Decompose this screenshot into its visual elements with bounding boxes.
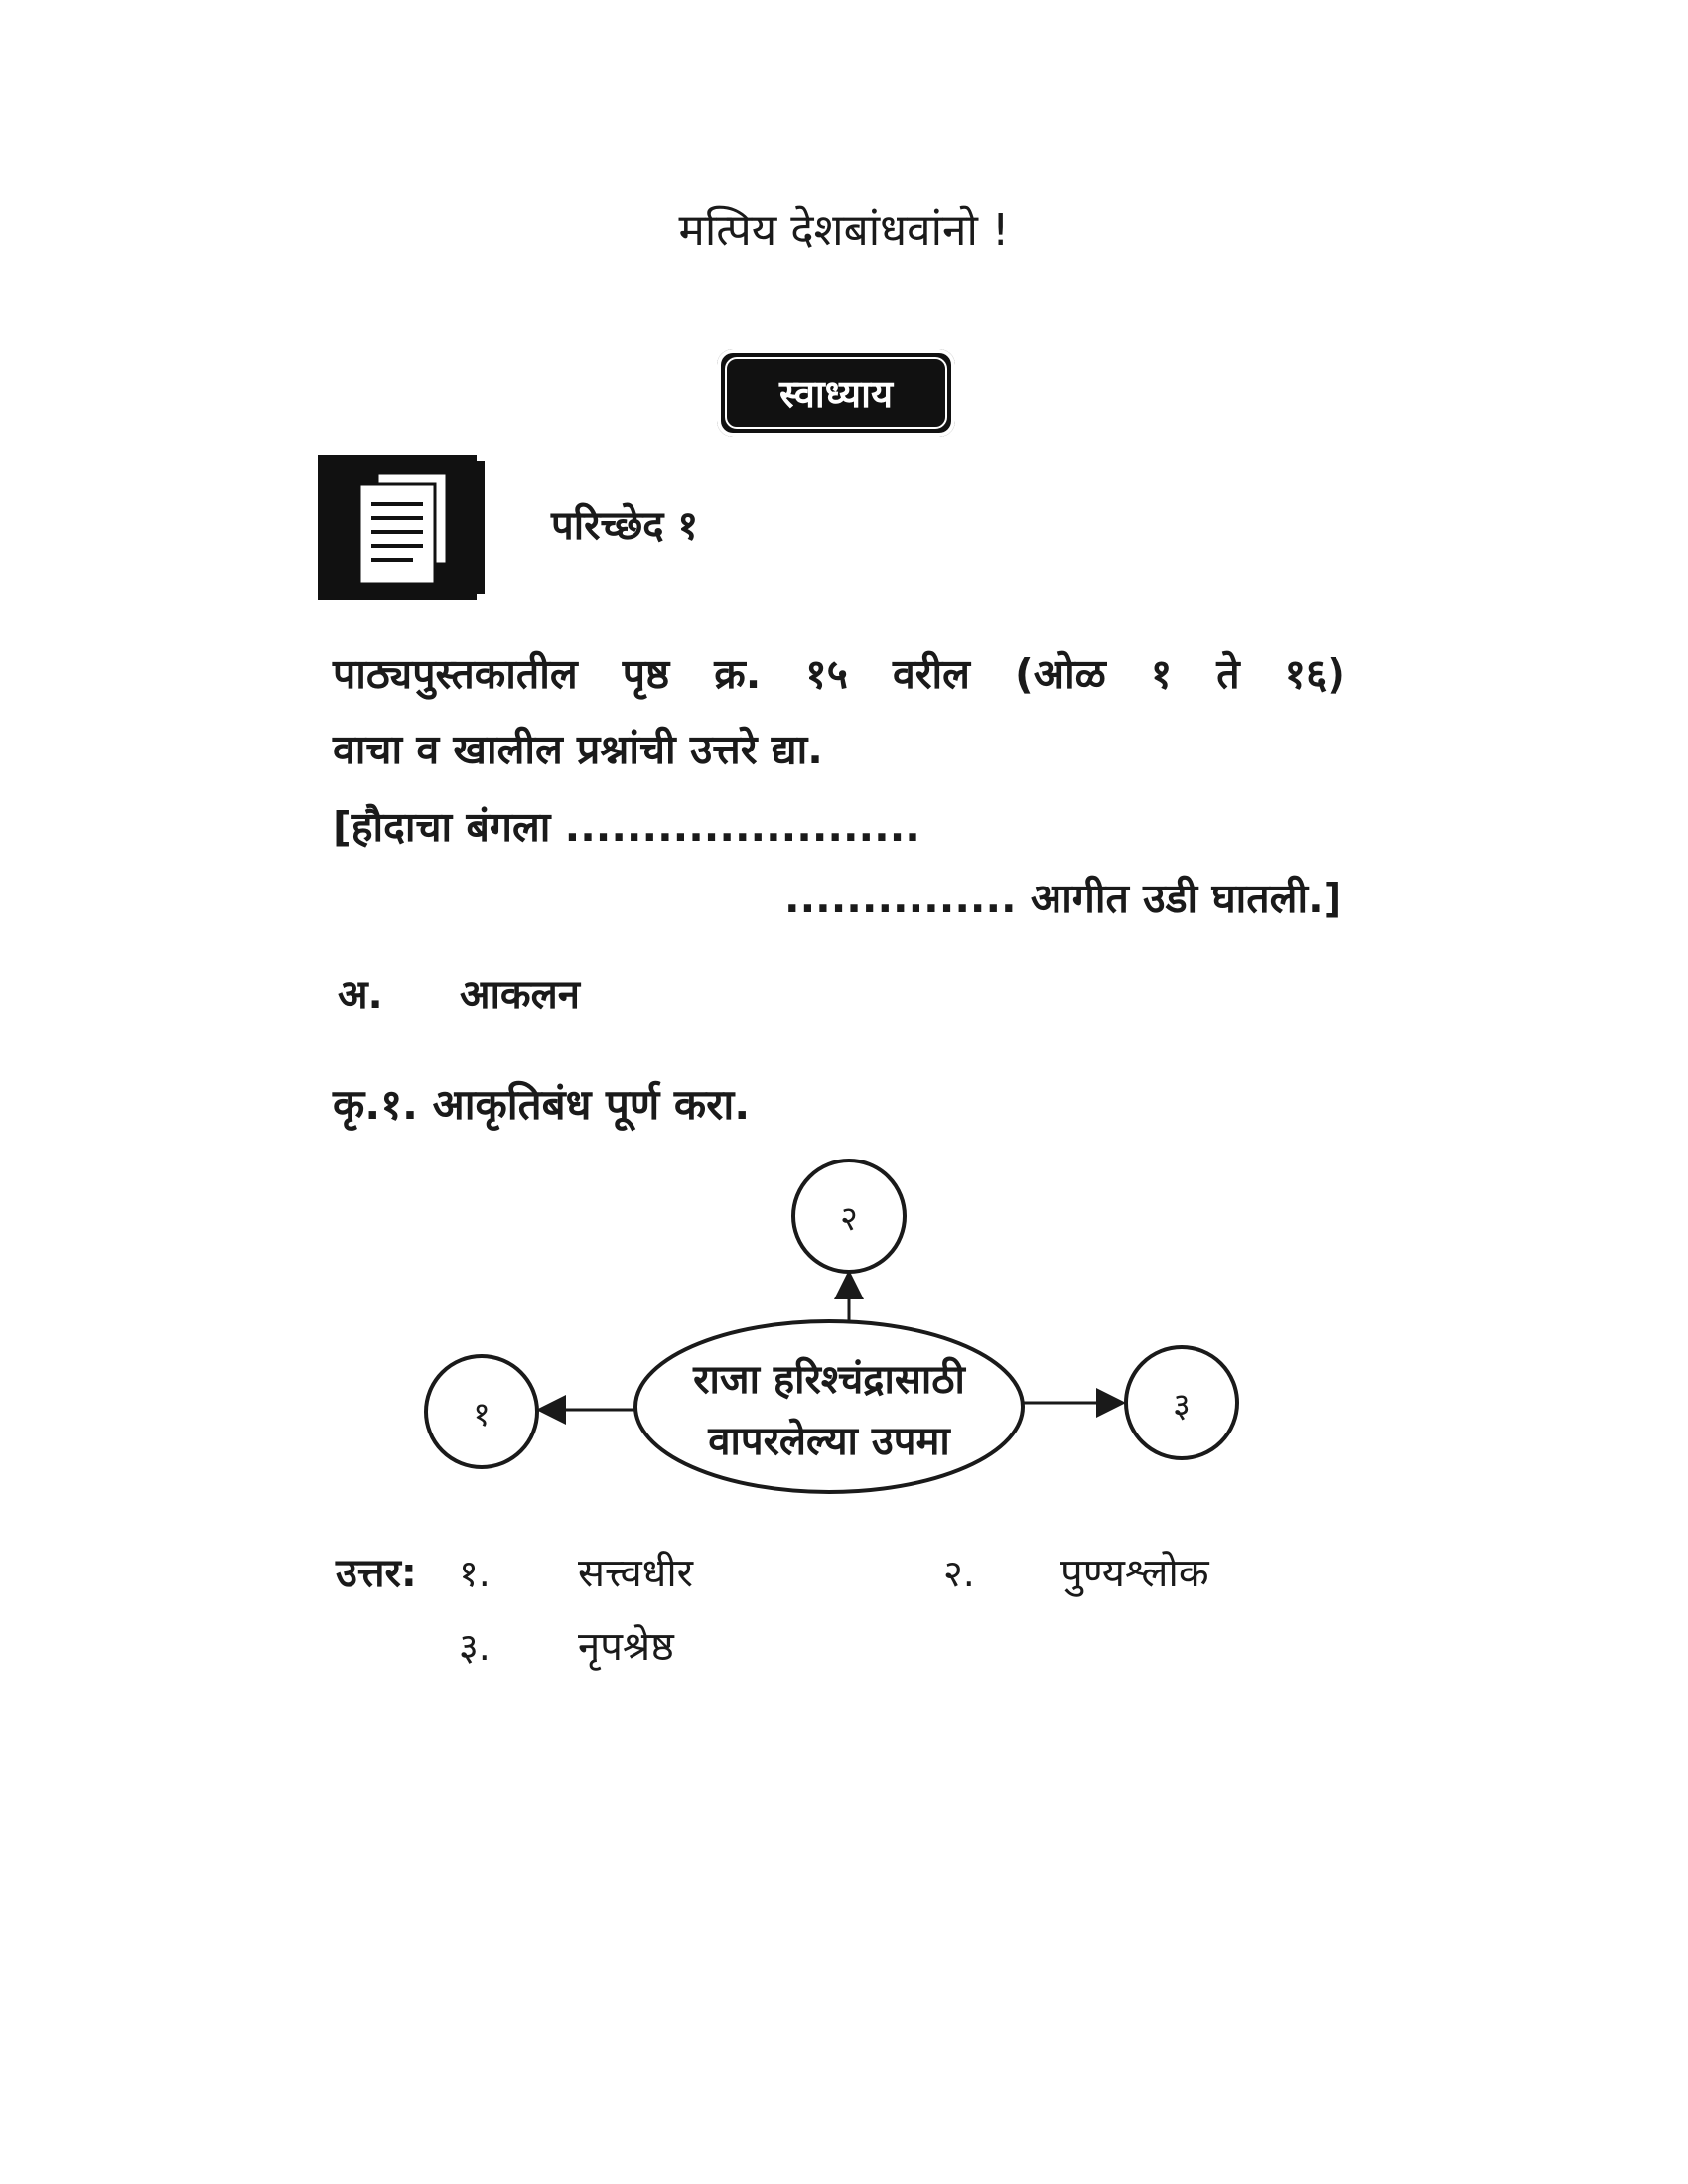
- answer-2-value: पुण्यश्लोक: [1060, 1551, 1209, 1596]
- node-top-label: २: [840, 1199, 858, 1239]
- subsection-label: अ.: [338, 972, 383, 1018]
- question-text: कृ.१. आकृतिबंध पूर्ण करा.: [333, 1080, 751, 1129]
- badge-label: स्वाध्याय: [779, 372, 893, 416]
- concept-diagram: [397, 1147, 1271, 1504]
- answer-2-number: २.: [943, 1552, 975, 1595]
- node-left-label: १: [473, 1395, 491, 1434]
- passage-end: ............... आगीत उडी घातली.]: [784, 875, 1342, 922]
- center-line-1: राजा हरिश्चंद्रासाठी: [693, 1357, 965, 1403]
- instruction-line-2: वाचा व खालील प्रश्नांची उत्तरे द्या.: [333, 726, 823, 773]
- section-heading: परिच्छेद १: [551, 503, 699, 549]
- passage-start: [हौदाचा बंगला .......................: [333, 803, 920, 851]
- answer-label: उत्तर:: [336, 1551, 417, 1596]
- answer-1-number: १.: [459, 1552, 491, 1595]
- answer-1-value: सत्त्वधीर: [578, 1551, 694, 1596]
- center-ellipse: [635, 1321, 1023, 1492]
- page-title: मत्पिय देशबांधवांनो !: [678, 205, 1010, 256]
- subsection-title: आकलन: [460, 972, 580, 1018]
- center-line-2: वापरलेल्या उपमा: [708, 1419, 950, 1464]
- document-icon: [318, 455, 487, 600]
- instruction-line-1: पाठ्यपुस्तकातील पृष्ठ क्र. १५ वरील (ओळ १ ते १६): [333, 650, 1345, 698]
- answer-3-value: नृपश्रेष्ठ: [578, 1624, 674, 1670]
- svadhyay-badge: [717, 349, 955, 437]
- answer-3-number: ३.: [459, 1625, 491, 1669]
- node-right-label: ३: [1173, 1386, 1191, 1426]
